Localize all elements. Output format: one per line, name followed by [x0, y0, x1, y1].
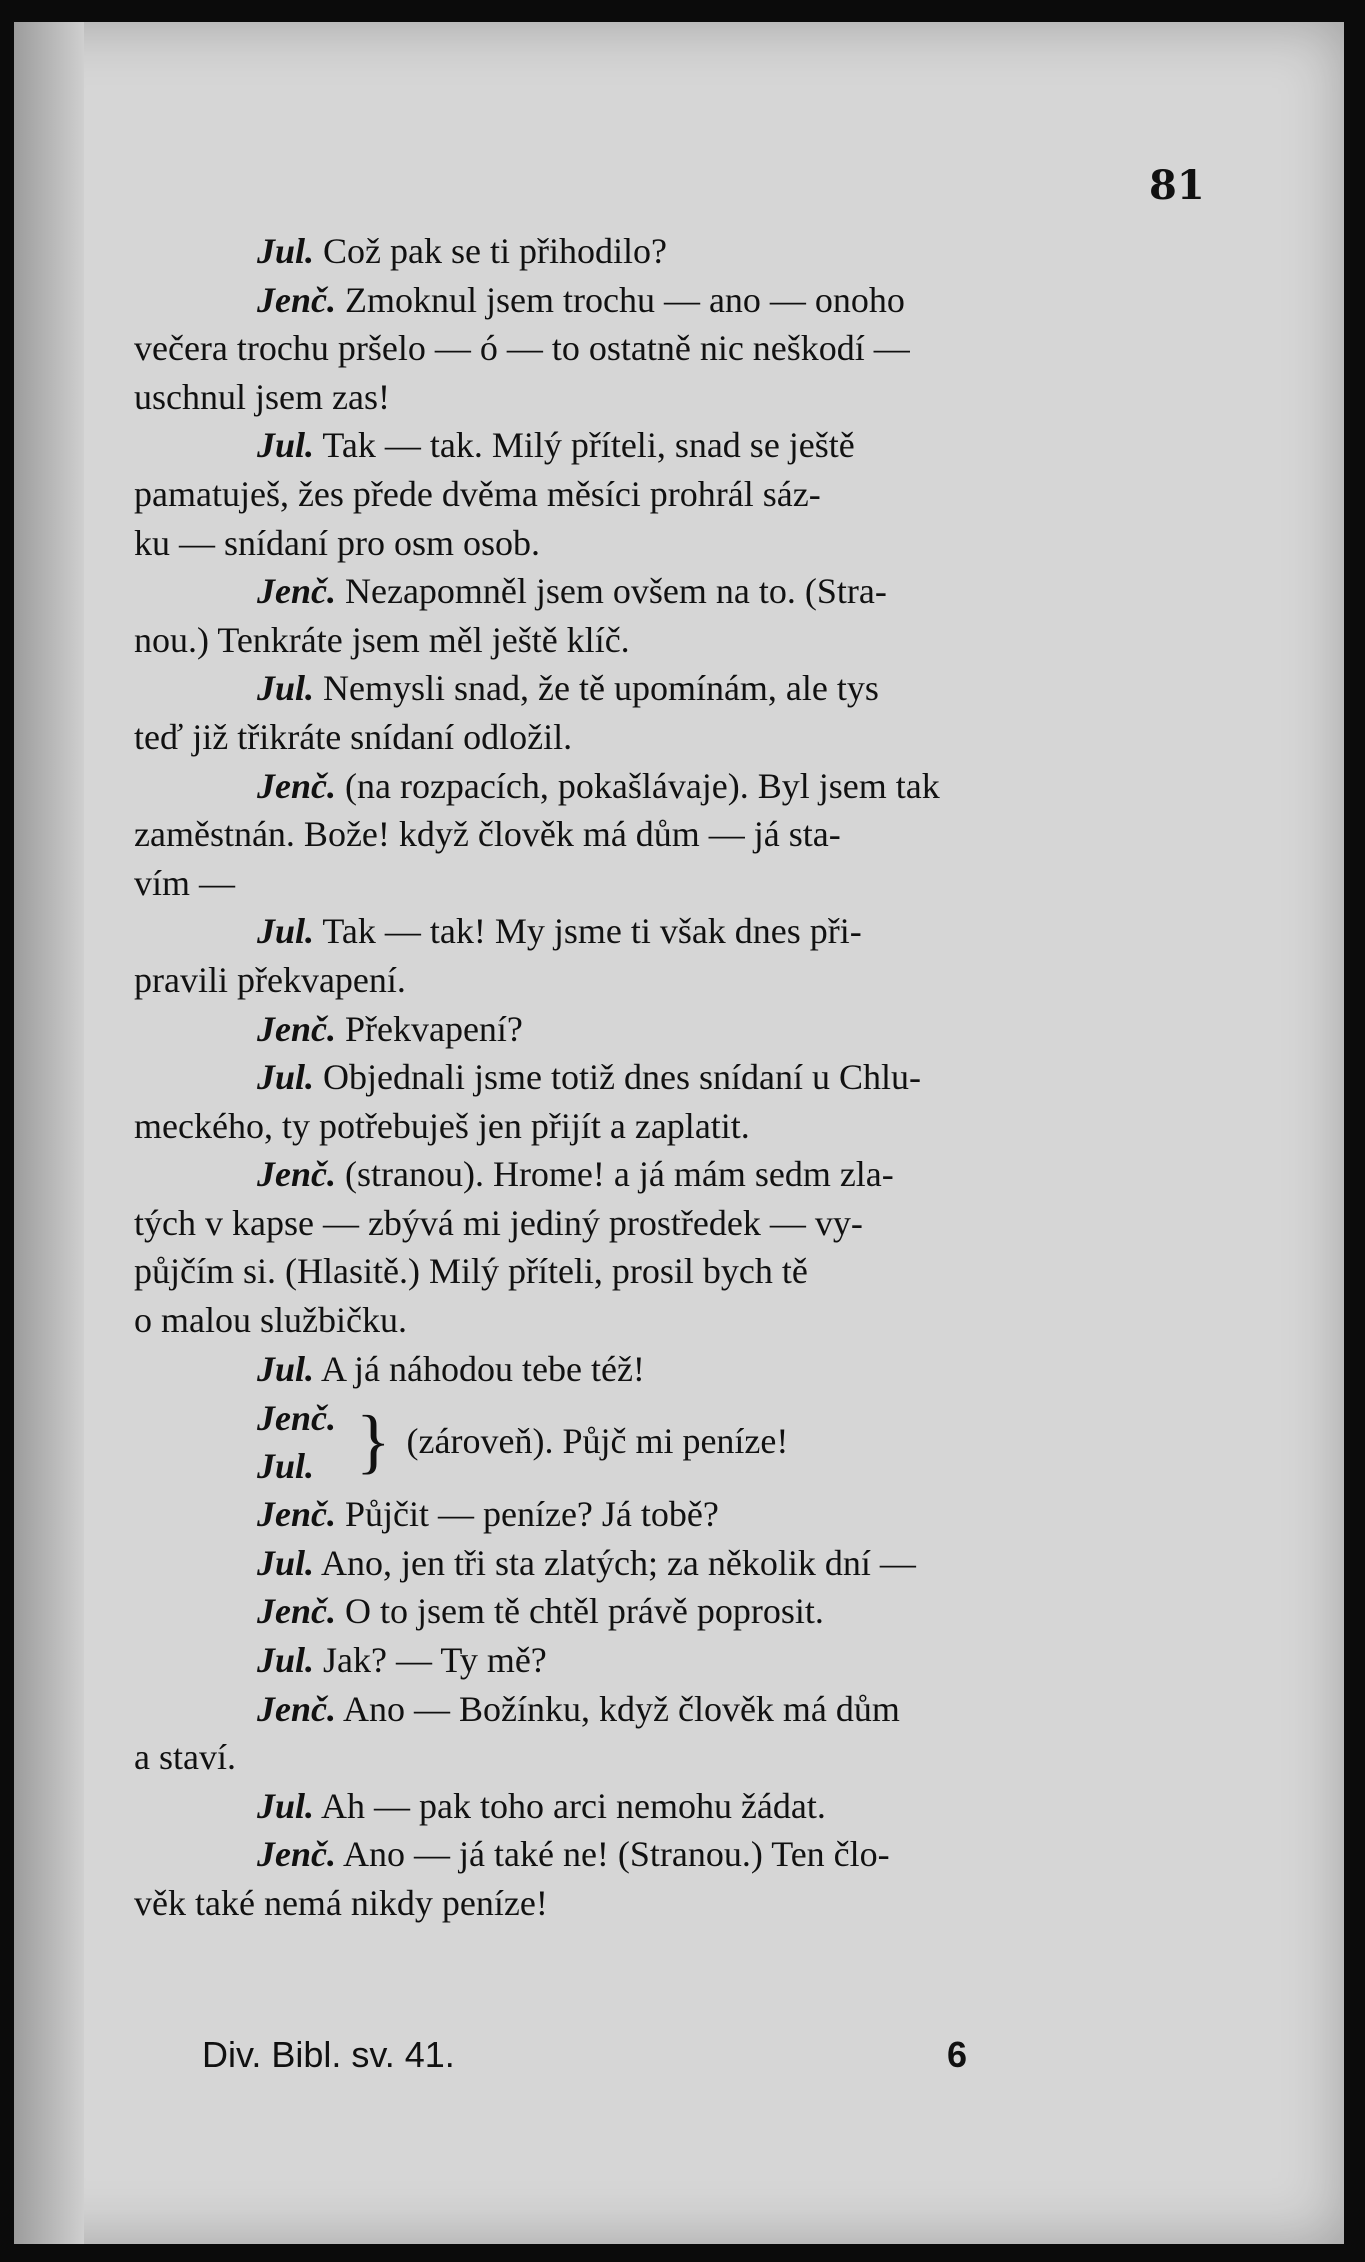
speaker-name: Jul.	[257, 1445, 315, 1486]
speaker-name: Jenč.	[257, 571, 336, 612]
text-line	[134, 1005, 1199, 1054]
text-line	[134, 1685, 1199, 1734]
text-line	[134, 907, 1199, 956]
line-text: vím —	[134, 862, 236, 903]
text-line	[134, 1296, 1199, 1345]
text-line	[134, 1247, 1199, 1296]
speaker-name: Jenč.	[257, 1397, 336, 1438]
text-line	[134, 567, 1199, 616]
line-text: uschnul jsem zas!	[134, 376, 390, 417]
speaker-name: Jenč.	[257, 1494, 336, 1535]
line-text: Nemysli snad, že tě upomínám, ale tys	[323, 668, 879, 709]
text-line	[134, 713, 1199, 762]
text-line	[134, 1539, 1199, 1588]
line-text: Ah — pak toho arci nemohu žádat.	[321, 1785, 826, 1826]
line-text: teď již třikráte snídaní odložil.	[134, 716, 573, 757]
text-line	[134, 859, 1199, 908]
speaker-name: Jul.	[257, 1640, 315, 1681]
dialogue-block-bottom	[134, 1490, 1199, 1927]
text-line	[134, 616, 1199, 665]
speaker-name: Jenč.	[257, 1591, 336, 1632]
printer-signature: Div. Bibl. sv. 41.	[202, 2034, 455, 2075]
text-line	[134, 762, 1199, 811]
line-text: o malou službičku.	[134, 1300, 407, 1341]
speaker-name: Jul.	[257, 1057, 315, 1098]
line-text: zaměstnán. Bože! když člověk má dům — já sta-	[134, 814, 841, 855]
line-text: Ano, jen tři sta zlatých; za několik dní —	[321, 1542, 916, 1583]
simultaneous-text: (zároveň). Půjč mi peníze!	[406, 1421, 789, 1462]
text-line	[134, 1199, 1199, 1248]
text-line	[134, 1150, 1199, 1199]
page-number: 81	[1149, 162, 1205, 209]
line-text: Objednali jsme totiž dnes snídaní u Chlu-	[323, 1057, 921, 1098]
text-line	[134, 956, 1199, 1005]
text-line	[134, 1490, 1199, 1539]
text-line	[134, 227, 1199, 276]
line-text: Zmoknul jsem trochu — ano — onoho	[344, 279, 905, 320]
line-text: Tak — tak! My jsme ti však dnes při-	[322, 911, 862, 952]
text-line	[134, 324, 1199, 373]
speaker-name: Jenč.	[257, 1688, 336, 1729]
line-text: a staví.	[134, 1737, 236, 1778]
text-line	[134, 1782, 1199, 1831]
text-line	[134, 1345, 1199, 1394]
line-text: O to jsem tě chtěl právě poprosit.	[344, 1591, 824, 1632]
line-text: tých v kapse — zbývá mi jediný prostředek — vy-	[134, 1202, 863, 1243]
text-line	[134, 810, 1199, 859]
speaker-name: Jenč.	[257, 765, 336, 806]
line-text: Půjčit — peníze? Já tobě?	[344, 1494, 719, 1535]
line-text: Ano — Božínku, když člověk má dům	[343, 1688, 900, 1729]
text-line	[134, 470, 1199, 519]
speaker-name: Jenč.	[257, 1008, 336, 1049]
speaker-name: Jul.	[257, 1542, 315, 1583]
line-text: Překvapení?	[344, 1008, 523, 1049]
simultaneous-line	[134, 1393, 1199, 1490]
line-text: Tak — tak. Milý příteli, snad se ještě	[322, 425, 855, 466]
simultaneous-speakers	[257, 1394, 336, 1490]
speaker-name: Jul.	[257, 231, 315, 271]
text-line	[134, 1636, 1199, 1685]
line-text: pravili překvapení.	[134, 959, 406, 1000]
sheet-number: 6	[947, 2034, 968, 2075]
brace: }	[355, 1401, 391, 1482]
speaker-name: Jul.	[257, 668, 315, 709]
speaker-name: Jenč.	[257, 1834, 336, 1875]
text-line	[134, 1102, 1199, 1151]
speaker-name: Jenč.	[257, 1154, 336, 1195]
speaker-name: Jul.	[257, 911, 315, 952]
text-line	[134, 276, 1199, 325]
line-text: (na rozpacích, pokašlávaje). Byl jsem tak	[344, 765, 940, 806]
text-line	[134, 373, 1199, 422]
line-text: (stranou). Hrome! a já mám sedm zla-	[344, 1154, 894, 1195]
book-page	[14, 22, 1344, 2244]
text-line	[134, 519, 1199, 568]
line-text: meckého, ty potřebuješ jen přijít a zaplatit.	[134, 1105, 750, 1146]
line-text: nou.) Tenkráte jsem měl ještě klíč.	[134, 619, 630, 660]
line-text: ku — snídaní pro osm osob.	[134, 522, 541, 563]
speaker-name: Jenč.	[257, 279, 336, 320]
line-text: Což pak se ti přihodilo?	[323, 231, 667, 271]
text-line	[134, 1733, 1199, 1782]
line-text: A já náhodou tebe též!	[321, 1348, 645, 1389]
text-line	[134, 1830, 1199, 1879]
line-text: pamatuješ, žes přede dvěma měsíci prohrál sáz-	[134, 473, 821, 514]
line-text: půjčím si. (Hlasitě.) Milý příteli, prosil bych tě	[134, 1251, 808, 1292]
line-text: večera trochu pršelo — ó — to ostatně nic neškodí —	[134, 328, 910, 369]
line-text: Ano — já také ne! (Stranou.) Ten člo-	[343, 1834, 890, 1875]
line-text: Jak? — Ty mě?	[323, 1640, 547, 1681]
text-line	[134, 664, 1199, 713]
dialogue-block-top	[134, 227, 1199, 1393]
page-gutter-shadow	[14, 22, 84, 2244]
text-line	[134, 1587, 1199, 1636]
text-line	[134, 421, 1199, 470]
speaker-name: Jul.	[257, 425, 315, 466]
line-text: Nezapomněl jsem ovšem na to. (Stra-	[344, 571, 887, 612]
play-text	[134, 227, 1199, 1928]
text-line	[134, 1053, 1199, 1102]
speaker-name: Jul.	[257, 1348, 315, 1389]
speaker-name: Jul.	[257, 1785, 315, 1826]
line-text: věk také nemá nikdy peníze!	[134, 1883, 548, 1923]
text-line	[134, 1879, 1199, 1928]
